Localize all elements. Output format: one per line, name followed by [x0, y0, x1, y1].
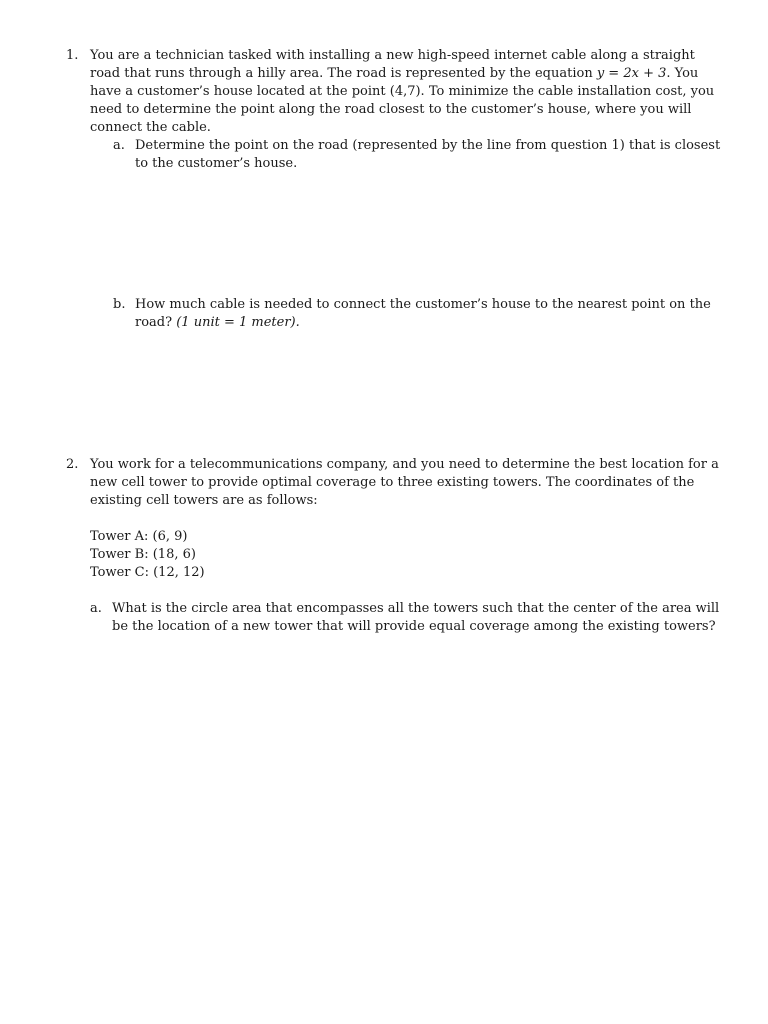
tower-list: [90, 528, 205, 582]
question-text: [90, 47, 726, 137]
subpart-question: How much cable is needed to connect the customer’s house to the nearest point on the road?: [135, 297, 711, 330]
question-number: 1.: [66, 48, 79, 63]
tower-a-coordinates: Tower A: (6, 9): [90, 529, 188, 544]
subpart-text: What is the circle area that encompasses all the towers such that the center of the area will be the location of a new tower that will provide equal coverage among the existing towers?: [112, 601, 720, 634]
tower-c-coordinates: Tower C: (12, 12): [90, 565, 205, 580]
question-1-part-a: [113, 137, 723, 173]
question-2: [66, 456, 726, 510]
unit-note: (1 unit = 1 meter).: [176, 315, 300, 330]
question-text-part: You are a technician tasked with installing a new high-speed internet cable along a straight road that runs through a hilly area. The road is represented by the equation: [90, 48, 695, 81]
subpart-text: Determine the point on the road (represented by the line from question 1) that is closest to the customer’s house.: [135, 138, 721, 171]
tower-b-coordinates: Tower B: (18, 6): [90, 547, 196, 562]
subpart-label: a.: [90, 601, 102, 616]
question-text: You work for a telecommunications company, and you need to determine the best location for a new cell tower to provide optimal coverage to three existing towers. The coordinates of the existing cell towers are as follows:: [90, 457, 719, 508]
subpart-text: [135, 296, 723, 332]
question-1-part-b: [113, 296, 723, 332]
subpart-label: a.: [113, 138, 125, 153]
subpart-label: b.: [113, 297, 126, 312]
question-number: 2.: [66, 457, 79, 472]
question-2-part-a: [90, 600, 720, 636]
question-1: [66, 47, 726, 137]
question-text-part: . You have a customer’s house located at the point (4,7). To minimize the cable installation cost, you need to determine the point along the road closest to the customer’s house, where you will connect the cable.: [90, 66, 715, 135]
road-equation: y = 2x + 3: [596, 66, 667, 81]
